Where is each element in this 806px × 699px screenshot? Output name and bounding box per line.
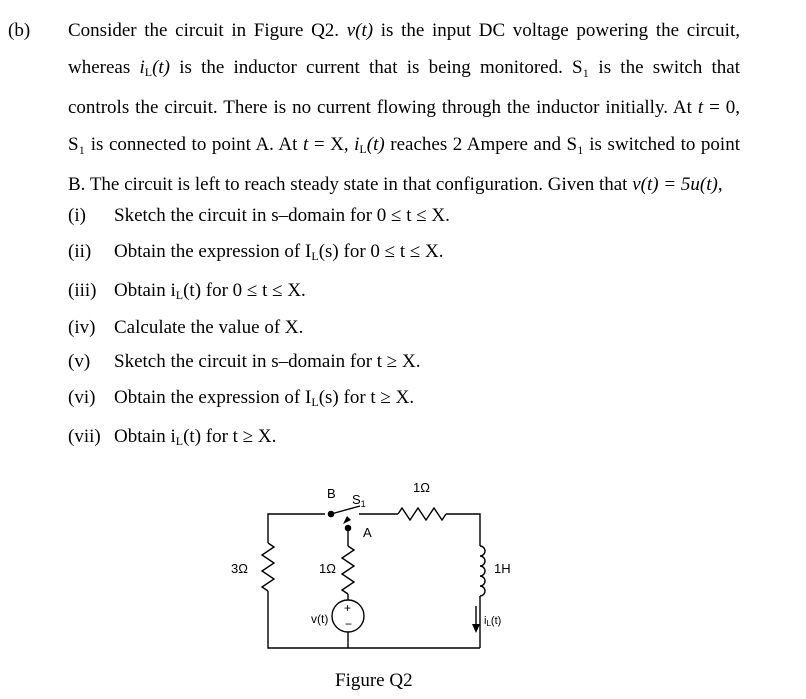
resistor-3ohm-zigzag bbox=[262, 543, 274, 591]
label-source: v(t) bbox=[311, 612, 329, 626]
paragraph-line-5: B. The circuit is left to reach steady state in that configuration. Given that v(t) = 5u(t), bbox=[68, 174, 723, 195]
paragraph-line-4: S₁ is connected to point A. At t = X, $i_L(t)$ reaches 2 Ampere and S₁ is switched to point bbox=[68, 133, 740, 156]
label-r-left: 3Ω bbox=[231, 561, 248, 576]
label-r-mid: 1Ω bbox=[319, 561, 336, 576]
figure-caption: Figure Q2 bbox=[335, 670, 413, 691]
current-arrow-head bbox=[472, 624, 480, 633]
paragraph-line-3: controls the circuit. There is no current flowing through the inductor initially. At t = 0, bbox=[68, 97, 740, 118]
label-current: iL(t) bbox=[484, 615, 502, 628]
switch-s1-blade bbox=[331, 506, 360, 514]
wire-left-bottom bbox=[268, 591, 480, 648]
wire-left-top bbox=[268, 514, 325, 543]
resistor-1ohm-mid-zigzag bbox=[342, 546, 354, 594]
label-switch: $S_1$ bbox=[352, 492, 366, 509]
label-inductor: 1H bbox=[494, 561, 511, 576]
switch-arrow-head bbox=[343, 516, 351, 524]
question-paragraph bbox=[68, 13, 740, 204]
source-minus: − bbox=[345, 617, 353, 631]
label-r-top: 1Ω bbox=[413, 480, 430, 495]
inductor-coil bbox=[480, 546, 485, 596]
circuit-diagram bbox=[218, 468, 528, 668]
source-plus: + bbox=[344, 601, 352, 615]
paragraph-line-2: whereas $i_L(t)$ is the inductor current that is being monitored. S₁ is the switch that bbox=[68, 56, 740, 79]
label-node-a: A bbox=[363, 525, 372, 540]
resistor-1ohm-top-zigzag bbox=[398, 508, 446, 520]
paragraph-line-1: Consider the circuit in Figure Q2. v(t) is the input DC voltage powering the circuit, bbox=[68, 20, 740, 41]
wire-top-right bbox=[446, 514, 480, 546]
question-label: (b) bbox=[8, 20, 31, 41]
label-node-b: B bbox=[327, 486, 336, 501]
